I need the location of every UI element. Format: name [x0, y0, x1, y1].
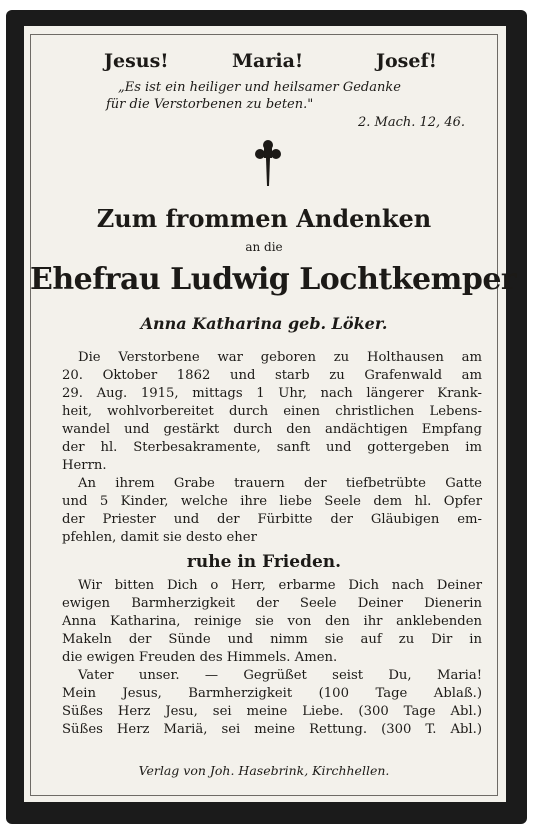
prayer-line: Anna Katharina, reinige sie von den ihr anklebenden: [62, 614, 482, 629]
trefoil-cross-icon: [254, 138, 282, 188]
deceased-name: Ehefrau Ludwig Lochtkemper: [30, 262, 517, 297]
bio-line: Herrn.: [62, 458, 107, 473]
prayer-line: Makeln der Sünde und nimm sie auf zu Dir in: [62, 632, 482, 647]
mourning-line: der Priester und der Fürbitte der Gläubigen em-: [62, 512, 482, 527]
prayer-line: die ewigen Freuden des Himmels. Amen.: [62, 650, 338, 665]
closing-line: Mein Jesus, Barmherzigkeit (100 Tage Ablaß.): [62, 686, 482, 701]
mourning-line: pfehlen, damit sie desto eher: [62, 530, 257, 545]
closing-line: Süßes Herz Mariä, sei meine Rettung. (300 T. Abl.): [62, 722, 482, 737]
publisher-imprint: Verlag von Joh. Hasebrink, Kirchhellen.: [138, 763, 390, 778]
invocation-jesus: Jesus!: [104, 50, 169, 72]
bio-line: Die Verstorbene war geboren zu Holthausen am: [78, 350, 482, 365]
maiden-name: Anna Katharina geb. Löker.: [140, 314, 388, 333]
bio-line: 29. Aug. 1915, mittags 1 Uhr, nach längerer Krank-: [62, 386, 482, 401]
bio-line: der hl. Sterbesakramente, sanft und gottergeben im: [62, 440, 482, 455]
prayer-line: ewigen Barmherzigkeit der Seele Deiner Dienerin: [62, 596, 482, 611]
title-an-die: an die: [245, 240, 283, 254]
closing-line: Süßes Herz Jesu, sei meine Liebe. (300 Tage Abl.): [62, 704, 482, 719]
mourning-line: und 5 Kinder, welche ihre liebe Seele dem hl. Opfer: [62, 494, 482, 509]
invocation-josef: Josef!: [376, 50, 437, 72]
bio-line: 20. Oktober 1862 und starb zu Grafenwald am: [62, 368, 482, 383]
rest-in-peace: ruhe in Frieden.: [186, 552, 342, 572]
quote-line-1: „Es ist ein heiliger und heilsamer Gedanke: [118, 80, 401, 95]
quote-line-2: für die Verstorbenen zu beten.": [106, 97, 314, 112]
bio-line: heit, wohlvorbereitet durch einen christlichen Lebens-: [62, 404, 482, 419]
mourning-line: An ihrem Grabe trauern der tiefbetrübte Gatte: [78, 476, 482, 491]
prayer-line: Wir bitten Dich o Herr, erbarme Dich nach Deiner: [78, 578, 482, 593]
quote-reference: 2. Mach. 12, 46.: [358, 115, 465, 130]
bio-line: wandel und gestärkt durch den andächtigen Empfang: [62, 422, 482, 437]
invocation-maria: Maria!: [232, 50, 304, 72]
closing-line: Vater unser. — Gegrüßet seist Du, Maria!: [78, 668, 482, 683]
title-andenken: Zum frommen Andenken: [96, 204, 432, 233]
